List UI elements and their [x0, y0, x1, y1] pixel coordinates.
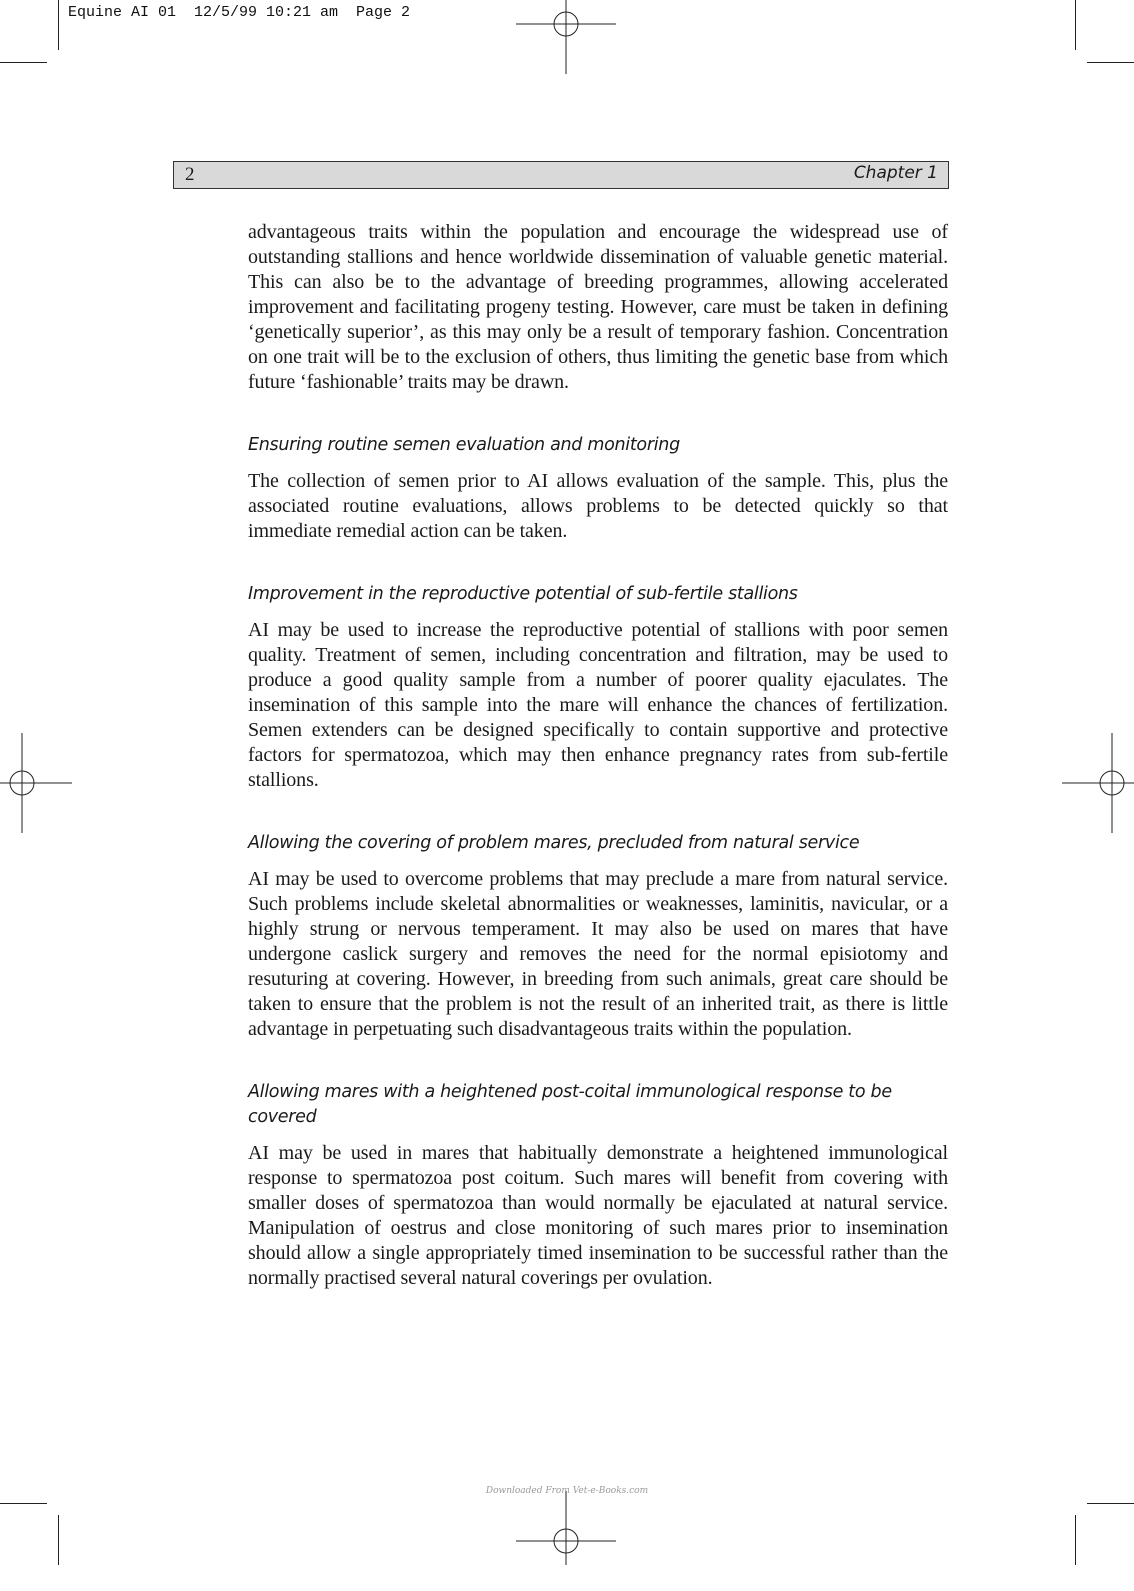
crop-mark-top-right-horizontal — [1087, 62, 1134, 63]
section-paragraph: AI may be used to increase the reproductive potential of stallions with poor semen quality. Treatment of semen, including concentration and filtration, may be used to produce a good quality sample from a number of poorer quality ejaculates. The insemination of this sample into the mare will enhance the chances of fertilization. Semen extenders can be designed specifically to contain supportive and protective factors for spermatozoa, which may then enhance pregnancy rates from sub-fertile stallions. — [248, 619, 948, 791]
registration-mark-right — [1062, 733, 1134, 833]
print-slug: Equine AI 01 12/5/99 10:21 am Page 2 — [68, 4, 411, 21]
crop-mark-bottom-left-vertical — [58, 1515, 59, 1565]
running-head — [173, 161, 949, 189]
crop-mark-top-right-vertical — [1075, 0, 1076, 50]
registration-mark-top — [516, 0, 616, 74]
page-number: 2 — [185, 164, 195, 185]
section-paragraph: AI may be used in mares that habitually demonstrate a heightened immunological response to spermatozoa post coitum. Such mares will benefit from covering with smaller doses of spermatozoa than would normally be ejaculated at natural service. Manipulation of oestrus and close monitoring of such mares prior to insemination should allow a single appropriately timed insemination to be successful rather than the normally practised several natural coverings per ovulation. — [248, 1142, 948, 1289]
section-paragraph: The collection of semen prior to AI allows evaluation of the sample. This, plus the associated routine evaluations, allows problems to be detected quickly so that immediate remedial action can be taken. — [248, 470, 948, 542]
page-body — [248, 220, 948, 1291]
crop-mark-top-left-vertical — [58, 0, 59, 50]
section-heading: Allowing the covering of problem mares, precluded from natural service — [248, 833, 860, 853]
registration-mark-bottom — [516, 1491, 616, 1591]
registration-mark-left — [0, 733, 72, 833]
section-paragraph: AI may be used to overcome problems that may preclude a mare from natural service. Such problems include skeletal abnormalities or weaknesses, laminitis, navicular, or a highly strung or nervous temperament. It may also be used on mares that have undergone caslick surgery and removes the need for the normal episiotomy and resuturing at covering. However, in breeding from such animals, great care should be taken to ensure that the problem is not the result of an inherited trait, as there is little advantage in perpetuating such disadvantageous traits within the population. — [248, 868, 948, 1040]
section-heading: Ensuring routine semen evaluation and monitoring — [248, 435, 680, 455]
crop-mark-top-left-horizontal — [0, 62, 47, 63]
crop-mark-bottom-left-horizontal — [0, 1503, 47, 1504]
download-watermark: Downloaded From Vet-e-Books.com — [485, 1486, 649, 1496]
crop-mark-bottom-right-vertical — [1075, 1515, 1076, 1565]
intro-paragraph: advantageous traits within the population and encourage the widespread use of outstanding stallions and hence worldwide dissemination of valuable genetic material. This can also be to the advantage of breeding programmes, allowing accelerated improvement and facilitating progeny testing. However, care must be taken in defining ‘genetically superior’, as this may only be a result of temporary fashion. Concentration on one trait will be to the exclusion of others, thus limiting the genetic base from which future ‘fashionable’ traits may be drawn. — [248, 221, 948, 393]
section-heading: Improvement in the reproductive potential of sub-fertile stallions — [248, 584, 798, 604]
section-heading: Allowing mares with a heightened post-coital immunological response to be covered — [248, 1082, 892, 1127]
crop-mark-bottom-right-horizontal — [1087, 1503, 1134, 1504]
chapter-label: Chapter 1 — [853, 163, 938, 183]
